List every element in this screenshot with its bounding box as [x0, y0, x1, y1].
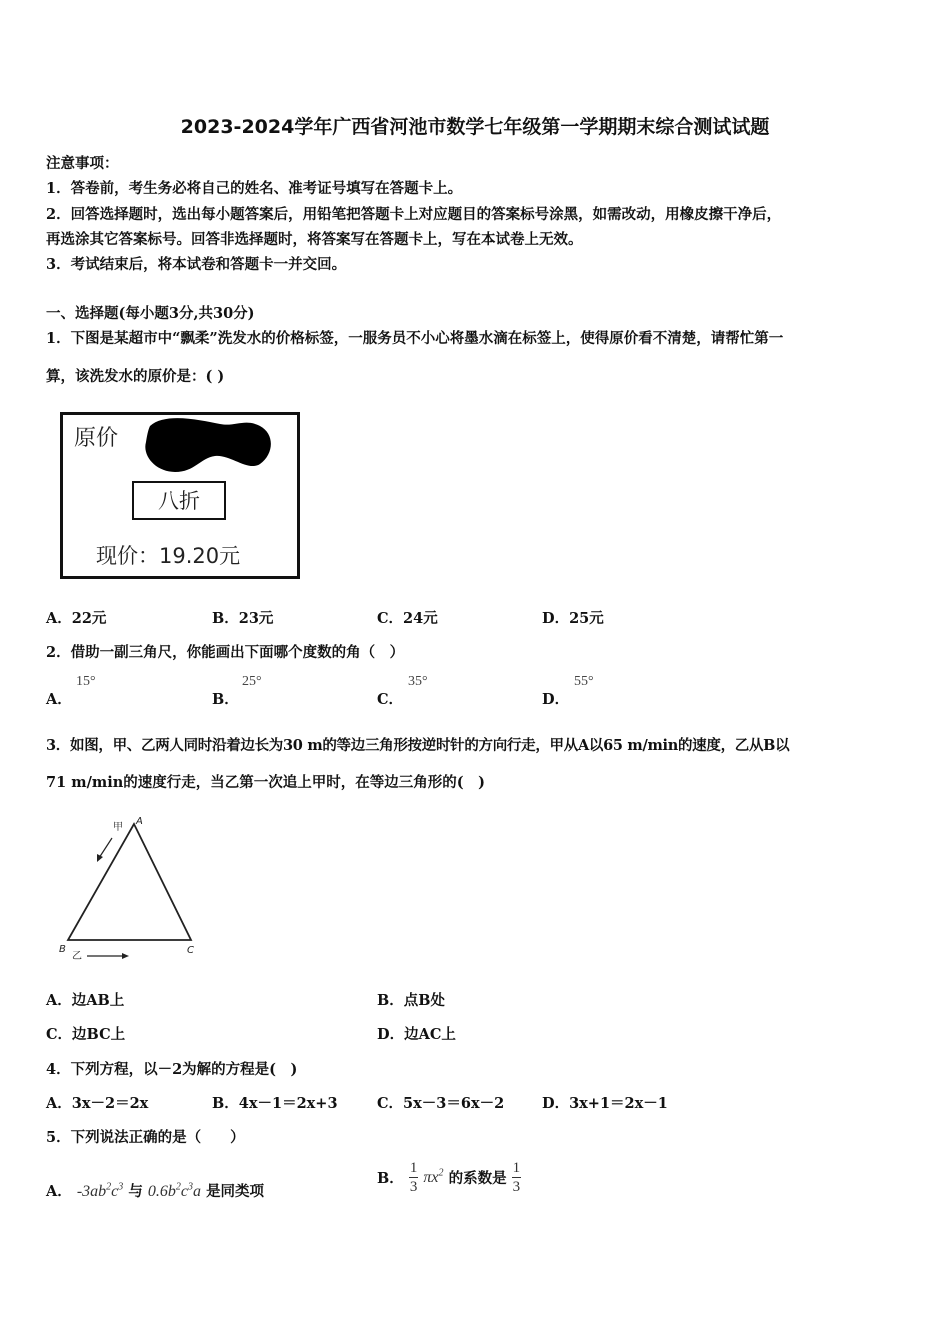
q2-option-d-value: 55°: [574, 674, 594, 689]
q2-option-b-label: B．: [212, 691, 239, 708]
notice-item-3: 3．考试结束后，将本试卷和答题卡一并交回。: [46, 256, 347, 273]
q1-stem-line2: 算，该洗发水的原价是：( ): [46, 368, 225, 385]
vertex-a-label: A: [136, 816, 143, 827]
q5-option-a-connector: 与: [128, 1183, 143, 1200]
q5-option-b-var: $\pi x^2$: [423, 1167, 444, 1187]
q5-stem: 5．下列说法正确的是（ ）: [46, 1129, 245, 1146]
triangle-figure: [55, 812, 215, 967]
q3-stem-line1: 3．如图，甲、乙两人同时沿着边长为30 m的等边三角形按逆时针的方向行走，甲从A以65 m/min的速度，乙从B以: [46, 737, 790, 754]
discount-label: 八折: [158, 489, 200, 513]
q1-option-b: B．23元: [212, 610, 274, 627]
q4-option-c: C．5x－3＝6x－2: [377, 1095, 505, 1112]
q5-option-a-suffix: 是同类项: [206, 1183, 265, 1200]
q5-option-b: [377, 1159, 521, 1196]
q5-option-b-answer: $\frac{1}{3}$: [512, 1160, 521, 1195]
triangle-abc: [68, 824, 191, 940]
q2-option-b-value: 25°: [242, 674, 262, 689]
jia-label: 甲: [113, 822, 123, 833]
q1-option-a: A．22元: [46, 610, 107, 627]
current-price-label: 现价：19.20元: [96, 544, 241, 568]
q3-option-c: C．边BC上: [46, 1026, 126, 1043]
price-tag-figure: [60, 412, 300, 579]
notice-item-2: 2．回答选择题时，选出每小题答案后，用铅笔把答题卡上对应题目的答案标号涂黑，如需改动，用橡皮擦干净后，: [46, 206, 782, 223]
q2-option-c-label: C．: [377, 691, 404, 708]
q4-option-d: D．3x+1＝2x－1: [542, 1095, 668, 1112]
q3-option-a: A．边AB上: [46, 992, 125, 1009]
q5-option-b-label: B．: [377, 1170, 404, 1187]
q1-option-c: C．24元: [377, 610, 438, 627]
jia-arrow: [99, 838, 112, 858]
q2-option-a-label: A．: [46, 691, 72, 708]
section-heading: 一、选择题(每小题3分,共30分): [46, 305, 255, 322]
q2-option-a-value: 15°: [76, 674, 96, 689]
yi-label: 乙: [72, 951, 82, 962]
q2-option-c-value: 35°: [408, 674, 428, 689]
q2-stem: 2．借助一副三角尺，你能画出下面哪个度数的角（ ）: [46, 644, 405, 661]
q1-option-d: D．25元: [542, 610, 604, 627]
yi-arrow-head: [122, 953, 129, 959]
q5-option-a-label: A．: [46, 1183, 72, 1200]
q1-stem-line1: 1．下图是某超市中“飘柔”洗发水的价格标签，一服务员不小心将墨水滴在标签上，使得原价看不清楚，请帮忙第一: [46, 330, 784, 347]
vertex-c-label: C: [187, 945, 194, 956]
original-price-label: 原价: [74, 426, 119, 451]
q4-stem: 4．下列方程，以－2为解的方程是( ): [46, 1061, 298, 1078]
notice-item-2-cont: 再选涂其它答案标号。回答非选择题时，将答案写在答题卡上，写在本试卷上无效。: [46, 231, 583, 248]
q3-stem-line2: 71 m/min的速度行走，当乙第一次追上甲时，在等边三角形的( ): [46, 774, 485, 791]
q5-option-a: [46, 1180, 264, 1201]
q4-option-a: A．3x－2＝2x: [46, 1095, 149, 1112]
q3-option-d: D．边AC上: [377, 1026, 456, 1043]
notice-item-1: 1．答卷前，考生务必将自己的姓名、准考证号填写在答题卡上。: [46, 180, 463, 197]
q3-option-b: B．点B处: [377, 992, 446, 1009]
q5-option-b-suffix: 的系数是: [448, 1170, 507, 1187]
q2-option-d-label: D．: [542, 691, 570, 708]
page-title: 2023-2024学年广西省河池市数学七年级第一学期期末综合测试试题: [180, 116, 770, 138]
jia-arrow-head: [97, 854, 103, 862]
q5-option-a-term1: $-3ab^2c^3$: [76, 1181, 124, 1200]
q5-option-b-fraction: $\frac{1}{3}$: [409, 1160, 418, 1195]
q4-option-b: B．4x－1＝2x+3: [212, 1095, 338, 1112]
notice-heading: 注意事项：: [46, 155, 119, 172]
q5-option-a-term2: $0.6b^2c^3a$: [147, 1181, 201, 1200]
vertex-b-label: B: [59, 944, 66, 955]
